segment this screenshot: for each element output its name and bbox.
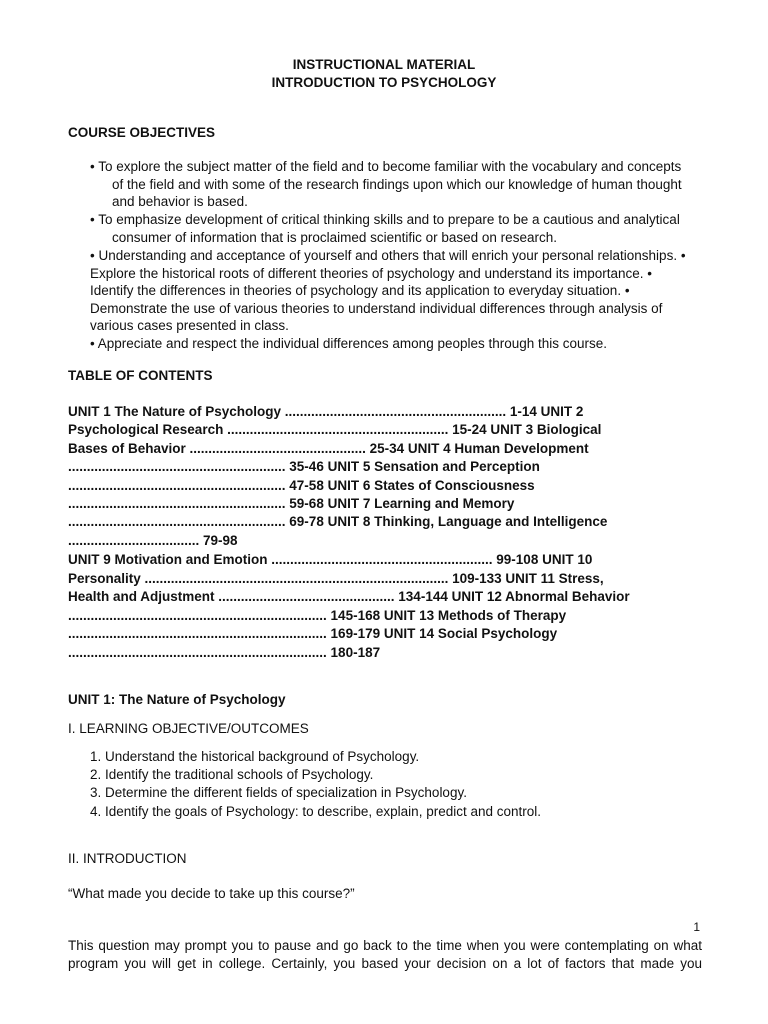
toc-line: ..................................................................... 180-187 — [68, 645, 381, 660]
toc-heading: TABLE OF CONTENTS — [68, 368, 213, 383]
learning-objective-item: 4. Identify the goals of Psychology: to describe, explain, predict and control. — [90, 804, 542, 819]
toc-line: ................................... 79-98 — [68, 533, 238, 548]
objective-bullet-2-line1: • To emphasize development of critical thinking skills and to prepare to be a cautious and analytical — [90, 212, 680, 227]
objective-bullet-1-line2: of the field and with some of the research findings upon which our knowledge of human thought — [112, 176, 682, 192]
document-title-line1: INSTRUCTIONAL MATERIAL — [292, 57, 476, 72]
intro-body-line1: This question may prompt you to pause and go back to the time when you were contemplating on what — [68, 938, 702, 953]
objective-paragraph-line3: Identify the differences in theories of psychology and its application to everyday situation. • — [90, 283, 630, 298]
intro-quote: “What made you decide to take up this course?” — [68, 886, 355, 901]
document-title-line2: INTRODUCTION TO PSYCHOLOGY — [271, 75, 497, 90]
learning-objectives-heading: I. LEARNING OBJECTIVE/OUTCOMES — [68, 721, 309, 736]
objective-paragraph-line5: various cases presented in class. — [90, 318, 289, 333]
objective-paragraph — [90, 247, 710, 335]
objective-paragraph-line1: • Understanding and acceptance of yourself and others that will enrich your personal relationships. • — [90, 248, 686, 263]
objective-bullet-1-line1: • To explore the subject matter of the field and to become familiar with the vocabulary and concepts — [90, 159, 682, 174]
toc-line: .......................................................... 35-46 UNIT 5 Sensation and Perception — [68, 459, 540, 474]
objective-bullet-1-line3: and behavior is based. — [112, 194, 248, 209]
toc-line: Personality ................................................................................. 109-133 UNIT 11 Stress, — [68, 571, 604, 586]
toc-line: UNIT 9 Motivation and Emotion ........................................................... 99-108 UNIT 10 — [68, 552, 593, 567]
toc-line: Health and Adjustment ............................................... 134-144 UNIT 12 Abnormal Behavior — [68, 589, 630, 604]
objective-bullet-1 — [90, 158, 710, 211]
objective-paragraph-line2: Explore the historical roots of different theories of psychology and understand its importance. • — [90, 265, 653, 281]
toc-line: ..................................................................... 145-168 UNIT 13 Methods of Therapy — [68, 608, 567, 623]
page-number: 1 — [693, 920, 700, 934]
toc-line: .......................................................... 47-58 UNIT 6 States of Consciousness — [68, 478, 535, 493]
objective-bullet-last: • Appreciate and respect the individual differences among peoples through this course. — [90, 336, 608, 351]
objective-bullet-2 — [90, 211, 710, 246]
objective-paragraph-line4: Demonstrate the use of various theories to understand individual differences through analysis of — [90, 300, 663, 316]
intro-body-line2: program you will get in college. Certainly, you based your decision on a lot of factors that made you — [68, 956, 702, 971]
learning-objective-item: 1. Understand the historical background of Psychology. — [90, 749, 420, 764]
objective-bullet-2-line2: consumer of information that is proclaimed scientific or based on research. — [112, 229, 557, 245]
toc-line: .......................................................... 59-68 UNIT 7 Learning and Memory — [68, 496, 515, 511]
course-objectives-heading: COURSE OBJECTIVES — [68, 125, 216, 140]
toc-line: ..................................................................... 169-179 UNIT 14 Social Psychology — [68, 626, 558, 641]
learning-objective-item: 2. Identify the traditional schools of Psychology. — [90, 767, 374, 782]
introduction-heading: II. INTRODUCTION — [68, 851, 187, 866]
toc-line: UNIT 1 The Nature of Psychology ........................................................... 1-14 UNIT 2 — [68, 404, 584, 419]
toc-line: .......................................................... 69-78 UNIT 8 Thinking, Language and Intelligence — [68, 514, 608, 529]
learning-objective-item: 3. Determine the different fields of specialization in Psychology. — [90, 785, 467, 800]
toc-line: Psychological Research ........................................................... 15-24 UNIT 3 Biological — [68, 422, 602, 437]
toc-line: Bases of Behavior ............................................... 25-34 UNIT 4 Human Development — [68, 441, 589, 456]
intro-body-text — [68, 937, 702, 973]
unit1-heading: UNIT 1: The Nature of Psychology — [68, 692, 286, 707]
